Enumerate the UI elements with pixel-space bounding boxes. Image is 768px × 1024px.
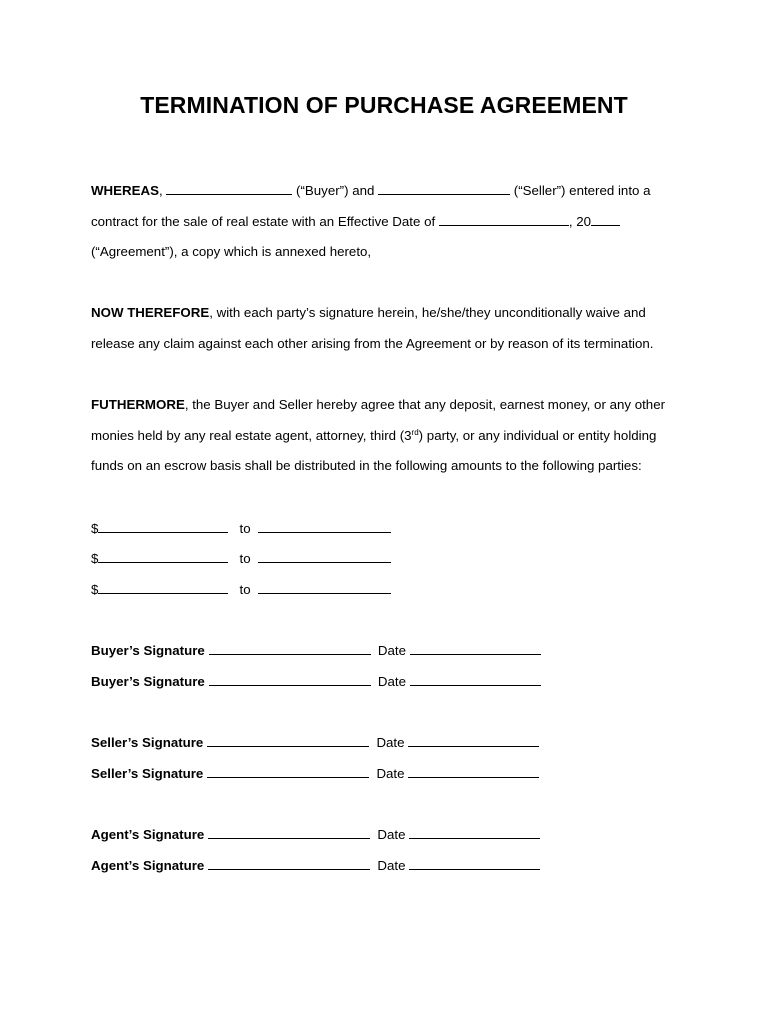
buyer-name-blank[interactable]	[166, 182, 292, 195]
whereas-line-2: contract for the sale of real estate with an Effective Date of , 20	[91, 213, 620, 230]
now-therefore-lead: NOW THEREFORE	[91, 305, 210, 320]
agent-date-blank-2[interactable]	[409, 857, 540, 870]
buyer-date-blank-2[interactable]	[410, 673, 541, 686]
document-title: TERMINATION OF PURCHASE AGREEMENT	[140, 92, 628, 118]
distribution-row: $ to	[91, 581, 391, 598]
whereas-line-1: WHEREAS, (“Buyer”) and (“Seller”) entered into a	[91, 183, 651, 198]
now-therefore-line-1: NOW THEREFORE, with each party’s signature herein, he/she/they unconditionally waive and	[91, 305, 646, 320]
recipient-blank-1[interactable]	[258, 520, 391, 533]
whereas-lead: WHEREAS	[91, 183, 159, 198]
buyer-signature-blank-1[interactable]	[209, 642, 371, 655]
recipient-blank-2[interactable]	[258, 550, 391, 563]
whereas-line-3: (“Agreement”), a copy which is annexed hereto,	[91, 244, 372, 259]
buyer-signature-blank-2[interactable]	[209, 673, 371, 686]
agent-date-blank-1[interactable]	[409, 826, 540, 839]
buyer-date-blank-1[interactable]	[410, 642, 541, 655]
seller-name-blank[interactable]	[378, 182, 510, 195]
distribution-row: $ to	[91, 550, 391, 567]
seller-date-blank-2[interactable]	[408, 765, 539, 778]
seller-signature-blank-2[interactable]	[207, 765, 369, 778]
buyer-signature-row-1: Buyer’s Signature Date	[91, 642, 541, 659]
furthermore-line-2: monies held by any real estate agent, attorney, third (3rd) party, or any individual or entity holding	[91, 428, 657, 443]
furthermore-line-3: funds on an escrow basis shall be distributed in the following amounts to the following parties:	[91, 458, 642, 473]
recipient-blank-3[interactable]	[258, 581, 391, 594]
furthermore-lead: FUTHERMORE	[91, 397, 185, 412]
buyer-signature-row-2: Buyer’s Signature Date	[91, 673, 541, 690]
agent-signature-blank-1[interactable]	[208, 826, 370, 839]
agent-signature-row-1: Agent’s Signature Date	[91, 826, 540, 843]
seller-date-blank-1[interactable]	[408, 734, 539, 747]
amount-blank-3[interactable]	[98, 581, 228, 594]
effective-year-blank[interactable]	[591, 213, 620, 226]
effective-date-blank[interactable]	[439, 213, 569, 226]
furthermore-line-1: FUTHERMORE, the Buyer and Seller hereby agree that any deposit, earnest money, or any other	[91, 397, 666, 412]
now-therefore-line-2: release any claim against each other arising from the Agreement or by reason of its termination.	[91, 336, 654, 351]
agent-signature-blank-2[interactable]	[208, 857, 370, 870]
seller-signature-blank-1[interactable]	[207, 734, 369, 747]
amount-blank-1[interactable]	[98, 520, 228, 533]
seller-signature-row-1: Seller’s Signature Date	[91, 734, 539, 751]
distribution-row: $ to	[91, 520, 391, 537]
seller-signature-row-2: Seller’s Signature Date	[91, 765, 539, 782]
amount-blank-2[interactable]	[98, 550, 228, 563]
agent-signature-row-2: Agent’s Signature Date	[91, 857, 540, 874]
